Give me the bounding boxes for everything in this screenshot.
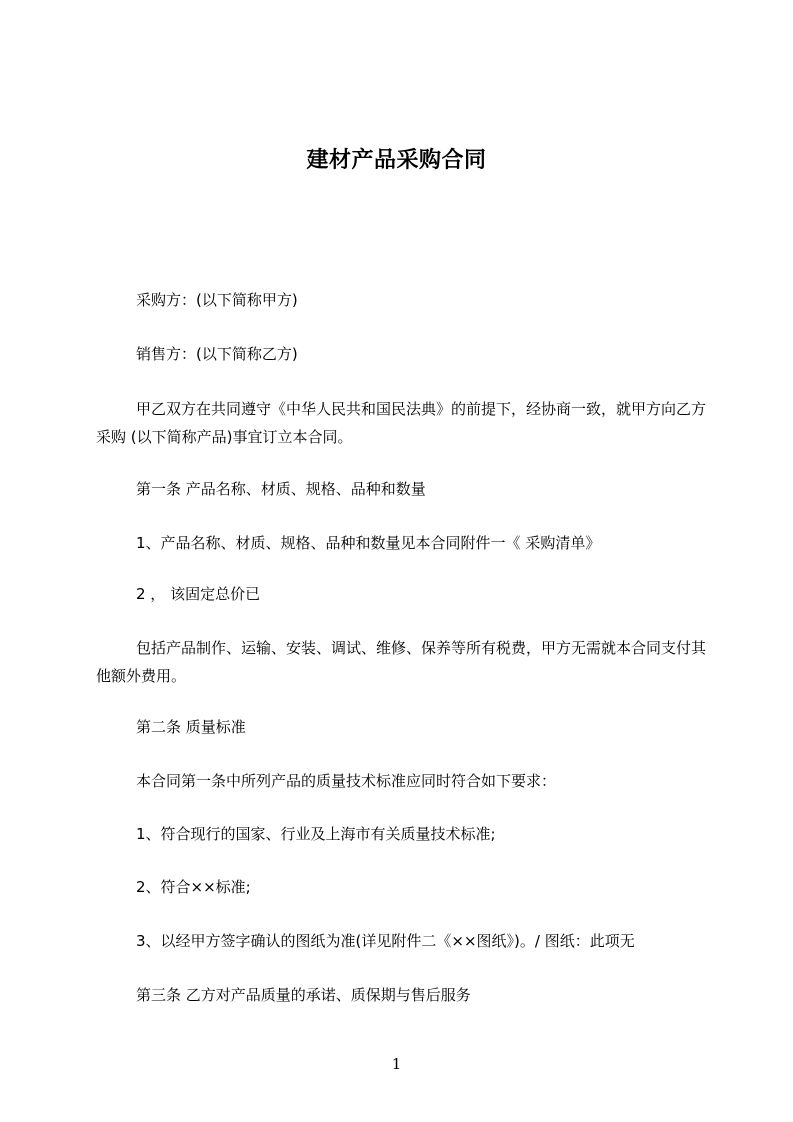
intro-paragraph: 甲乙双方在共同遵守《中华人民共和国民法典》的前提下，经协商一致，就甲方向乙方采购 (以下简称产品)事宜订立本合同。	[96, 400, 707, 446]
buyer-line: 采购方：(以下简称甲方)	[136, 291, 298, 309]
article1-item1: 1、产品名称、材质、规格、品种和数量见本合同附件一《 采购清单》	[136, 534, 601, 552]
article3-heading: 第三条 乙方对产品质量的承诺、质保期与售后服务	[136, 986, 471, 1004]
document-title: 建材产品采购合同	[306, 148, 487, 173]
article1-heading: 第一条 产品名称、材质、规格、品种和数量	[136, 480, 426, 498]
article2-item1: 1、符合现行的国家、行业及上海市有关质量技术标准;	[136, 825, 496, 843]
article1-item2-continuation: 包括产品制作、运输、安装、调试、维修、保养等所有税费，甲方无需就本合同支付其他额外费用。	[96, 639, 707, 685]
article2-heading: 第二条 质量标准	[136, 718, 246, 736]
article1-item2: 2 ， 该固定总价已	[136, 585, 261, 603]
seller-line: 销售方：(以下简称乙方)	[136, 345, 298, 363]
article2-item3: 3、以经甲方签字确认的图纸为准(详见附件二《××图纸》)。/ 图纸：此项无	[136, 932, 635, 950]
article2-intro: 本合同第一条中所列产品的质量技术标准应同时符合如下要求：	[136, 772, 557, 790]
article2-item2: 2、符合××标准;	[136, 878, 251, 896]
page-number: 1	[391, 1055, 402, 1073]
